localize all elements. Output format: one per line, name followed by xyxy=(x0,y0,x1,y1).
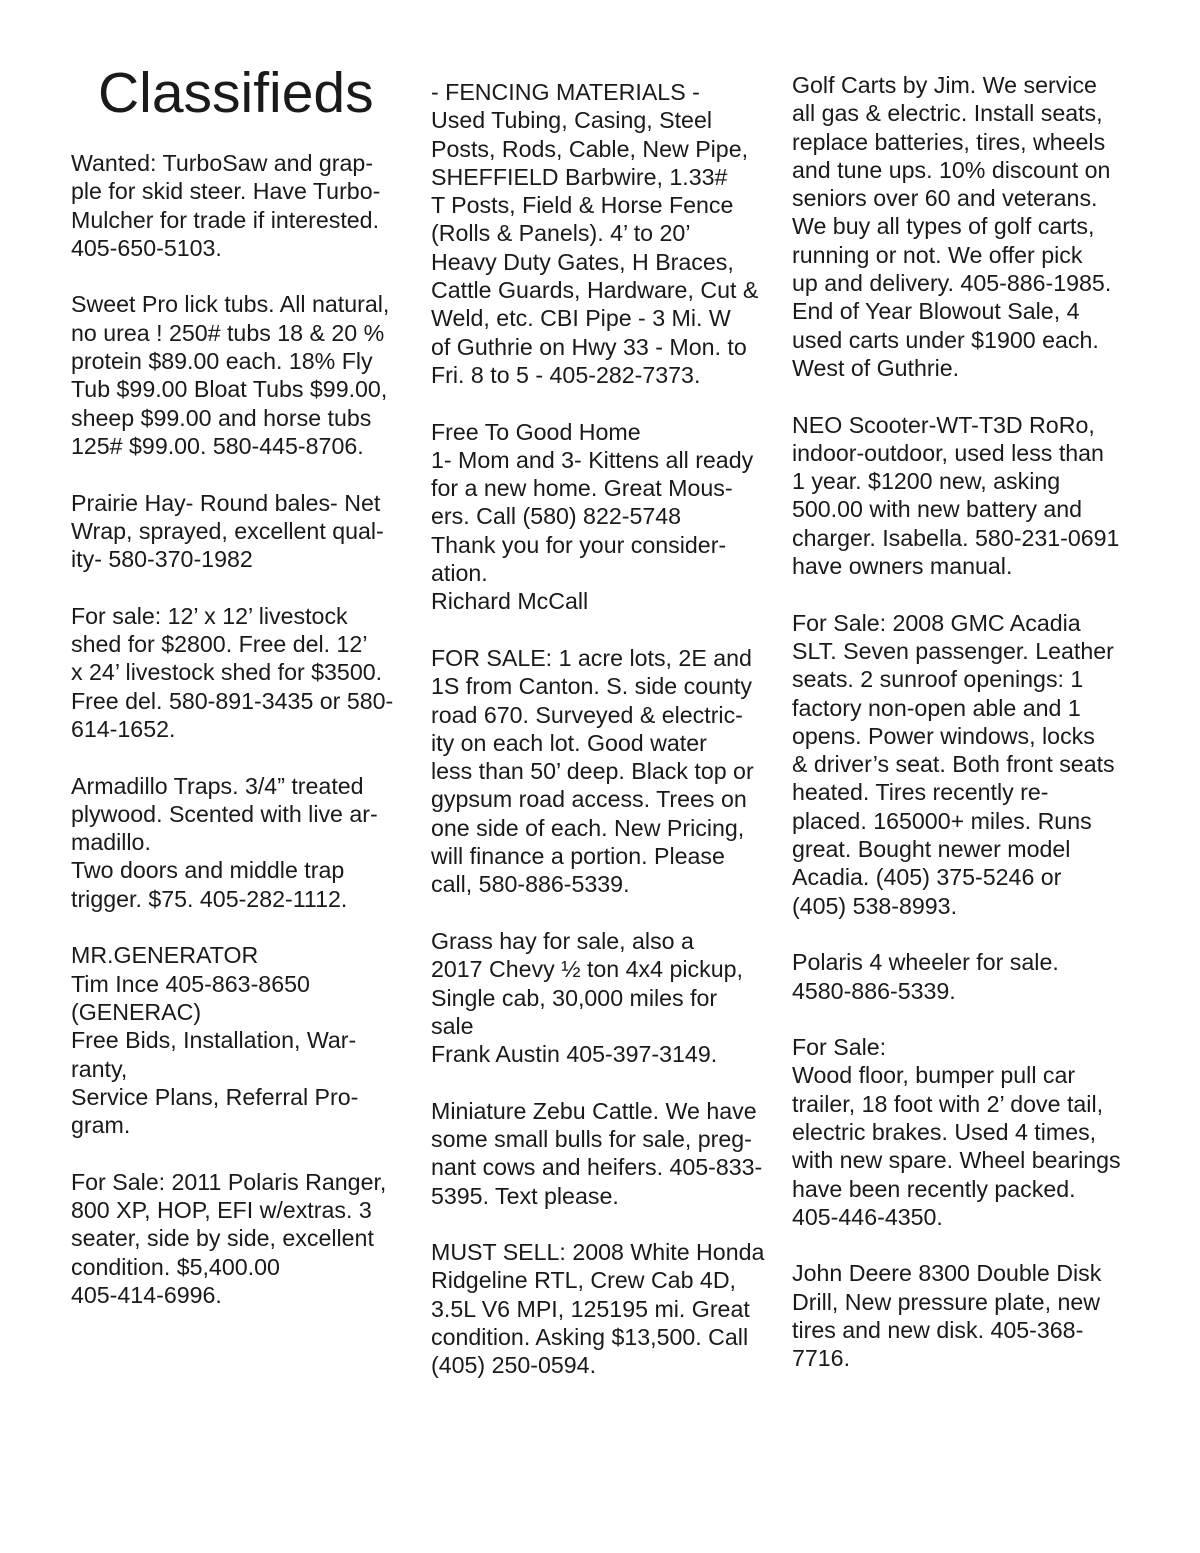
classified-ad: Sweet Pro lick tubs. All natural, no urea ! 250# tubs 18 & 20 % protein $89.00 each. 18% Fly Tub $99.00 Bloat Tubs $99.00, sheep $99.00 and horse tubs 125# $99.00. 580-445-8706. xyxy=(71,291,390,459)
classified-ad: MUST SELL: 2008 White Honda Ridgeline RTL, Crew Cab 4D, 3.5L V6 MPI, 125195 mi. Great condition. Asking $13,500. Call (405) 250-0594. xyxy=(431,1239,765,1379)
classified-ad: Polaris 4 wheeler for sale. 4580-886-5339. xyxy=(792,949,1059,1004)
classified-ad: Free To Good Home 1- Mom and 3- Kittens all ready for a new home. Great Mous- ers. Call (580) 822-5748 Thank you for your consider- ation. Richard McCall xyxy=(431,418,754,615)
classified-ad: Grass hay for sale, also a 2017 Chevy ½ ton 4x4 pickup, Single cab, 30,000 miles for sale Frank Austin 405-397-3149. xyxy=(431,927,743,1068)
classifieds-column-2 xyxy=(431,78,781,1408)
classified-ad: MR.GENERATOR Tim Ince 405-863-8650 (GENERAC) Free Bids, Installation, War- ranty, Service Plans, Referral Pro- gram. xyxy=(71,942,359,1139)
classified-ad: Golf Carts by Jim. We service all gas & electric. Install seats, replace batteries, tires, wheels and tune ups. 10% discount on seniors over 60 and veterans. We buy all types of golf carts, running or not. We offer pick up and delivery. 405-886-1985. End of Year Blowout Sale, 4 used carts under $1900 each. West of Guthrie. xyxy=(792,72,1112,381)
classified-ad: For Sale: Wood floor, bumper pull car trailer, 18 foot with 2’ dove tail, electric brakes. Used 4 times, with new spare. Wheel bearings have been recently packed. 405-446-4350. xyxy=(792,1034,1121,1230)
classified-ad: - FENCING MATERIALS - Used Tubing, Casing, Steel Posts, Rods, Cable, New Pipe, SHEFFIELD Barbwire, 1.33# T Posts, Field & Horse Fence (Rolls & Panels). 4’ to 20’ Heavy Duty Gates, H Braces, Cattle Guards, Hardware, Cut & Weld, etc. CBI Pipe - 3 Mi. W of Guthrie on Hwy 33 - Mon. to Fri. 8 to 5 - 405-282-7373. xyxy=(431,79,759,388)
page-title: Classifieds xyxy=(98,61,374,125)
classified-ad: For Sale: 2008 GMC Acadia SLT. Seven passenger. Leather seats. 2 sunroof openings: 1 factory non-open able and 1 opens. Power windows, locks & driver’s seat. Both front seats heated. Tires recently re- placed. 165000+ miles. Runs great. Bought newer model Acadia. (405) 375-5246 or (405) 538-8993. xyxy=(792,609,1115,919)
classified-ad: NEO Scooter-WT-T3D RoRo, indoor-outdoor, used less than 1 year. $1200 new, asking 500.00 with new battery and charger. Isabella. 580-231-0691 have owners manual. xyxy=(792,411,1120,580)
classifieds-column-3 xyxy=(792,71,1152,1401)
classified-ad: John Deere 8300 Double Disk Drill, New pressure plate, new tires and new disk. 405-368- 7716. xyxy=(792,1260,1102,1372)
classified-ad: Prairie Hay- Round bales- Net Wrap, sprayed, excellent qual- ity- 580-370-1982 xyxy=(71,489,384,573)
classified-ad: Armadillo Traps. 3/4” treated plywood. Scented with live ar- madillo. Two doors and middle trap trigger. $75. 405-282-1112. xyxy=(71,772,378,912)
classifieds-column-1 xyxy=(71,149,416,1337)
classified-ad: Wanted: TurboSaw and grap- ple for skid steer. Have Turbo- Mulcher for trade if interested. 405-650-5103. xyxy=(71,150,381,261)
classified-ad: For sale: 12’ x 12’ livestock shed for $2800. Free del. 12’ x 24’ livestock shed for $3500. Free del. 580-891-3435 or 580- 614-1652. xyxy=(71,602,394,742)
classified-ad: For Sale: 2011 Polaris Ranger, 800 XP, HOP, EFI w/extras. 3 seater, side by side, excellent condition. $5,400.00 405-414-6996. xyxy=(71,1168,387,1308)
classified-ad: FOR SALE: 1 acre lots, 2E and 1S from Canton. S. side county road 670. Surveyed & electric- ity on each lot. Good water less than 50’ deep. Black top or gypsum road access. Trees on one side of each. New Pricing, will finance a portion. Please call, 580-886-5339. xyxy=(431,644,754,898)
classified-ad: Miniature Zebu Cattle. We have some small bulls for sale, preg- nant cows and heifers. 405-833- 5395. Text please. xyxy=(431,1097,763,1209)
